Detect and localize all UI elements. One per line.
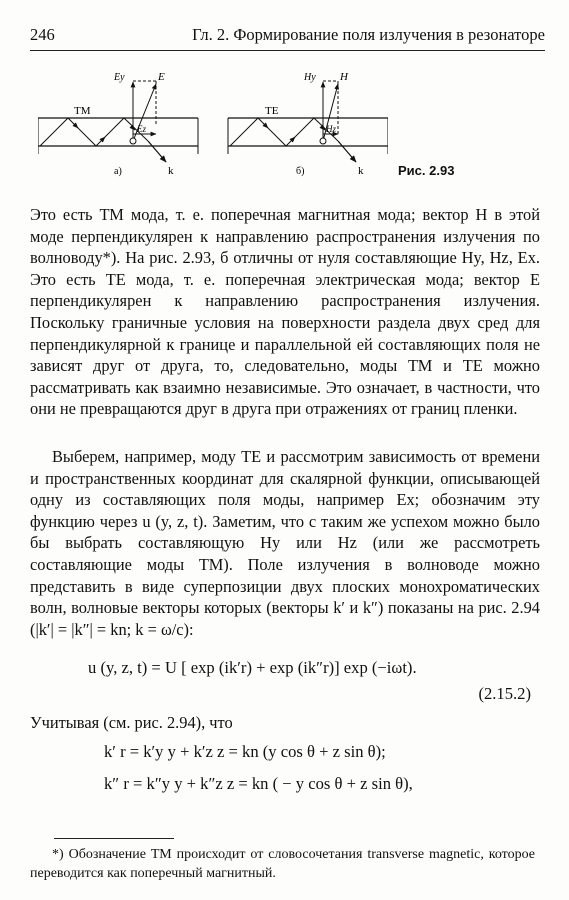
equation-number: (2.15.2): [478, 684, 531, 703]
figure-caption: Рис. 2.93: [398, 163, 455, 178]
equation-k-prime: k′ r = k′y y + k′z z = kn (y cos θ + z sin θ);: [104, 742, 386, 761]
panel-b-comp-z-label: Hz: [326, 124, 337, 134]
panel-b-comp-y-label: Hy: [304, 72, 316, 83]
footnote-rule: [54, 838, 174, 839]
panel-a-field-label: E: [158, 71, 165, 83]
panel-b-wave-label: k: [358, 165, 364, 177]
paragraph-3: Учитывая (см. рис. 2.94), что: [30, 713, 233, 732]
panel-a-comp-y-label: Ey: [114, 72, 125, 83]
panel-a-diagram: [38, 81, 198, 162]
figure-2-93: [38, 66, 388, 186]
equation-k-double-prime: k″ r = k″y y + k″z z = kn ( − y cos θ + z sin θ),: [104, 774, 413, 793]
panel-a-sublabel: а): [114, 166, 122, 177]
page-header: [30, 25, 545, 45]
paragraph-2: Выберем, например, моду ТЕ и рассмотрим зависимость от времени и пространственных координат для скалярной функции, описывающей одну из составляющих поля моды, например Ex; обозначим эту функцию через u (y, z, t). Заметим, что с таким же успехом можно было бы выбрать составляющую Hy или Hz (или же рассмотреть составляющие моды ТМ). Поле излучения в волноводе можно представить в виде суперпозиции двух плоских монохроматических волн, волновые векторы которых (векторы k′ и k″) показаны на рис. 2.94 (|k′| = |k″| = kn; k = ω/c):: [30, 447, 540, 639]
panel-b-diagram: [228, 81, 388, 162]
panel-b-field-label: H: [340, 71, 348, 83]
panel-b-mode-label: TE: [265, 105, 279, 117]
header-rule: [30, 50, 545, 51]
panel-a-wave-label: k: [168, 165, 174, 177]
panel-a-mode-label: TM: [74, 105, 91, 117]
equation-2-15-2: u (y, z, t) = U [ exp (ik′r) + exp (ik″r)] exp (−iωt).: [88, 658, 417, 677]
running-title: Гл. 2. Формирование поля излучения в резонаторе: [192, 25, 545, 44]
footnote: *) Обозначение ТМ происходит от словосочетания transverse magnetic, которое переводится как поперечный магнитный.: [30, 847, 535, 881]
panel-a-comp-z-label: Ez: [137, 124, 146, 134]
paragraph-1: Это есть ТМ мода, т. е. поперечная магнитная мода; вектор H в этой моде перпендикулярен к направлению распространения излучения по волноводу*). На рис. 2.93, б отличны от нуля составляющие Hy, Hz, Ex. Это есть ТЕ мода, т. е. поперечная электрическая мода; вектор E перпендикулярен к направлению распространения излучения. Поскольку граничные условия на поверхности раздела двух сред для перпендикулярной к границе и параллельной ей составляющих поля не зависят друг от друга, то, следовательно, моды ТМ и ТЕ можно рассматривать как взаимно независимые. Это означает, в частности, что они не превращаются друг в друга при отражениях от границ пленки.: [30, 205, 540, 419]
panel-b-sublabel: б): [296, 166, 305, 177]
page-number: 246: [30, 25, 55, 44]
